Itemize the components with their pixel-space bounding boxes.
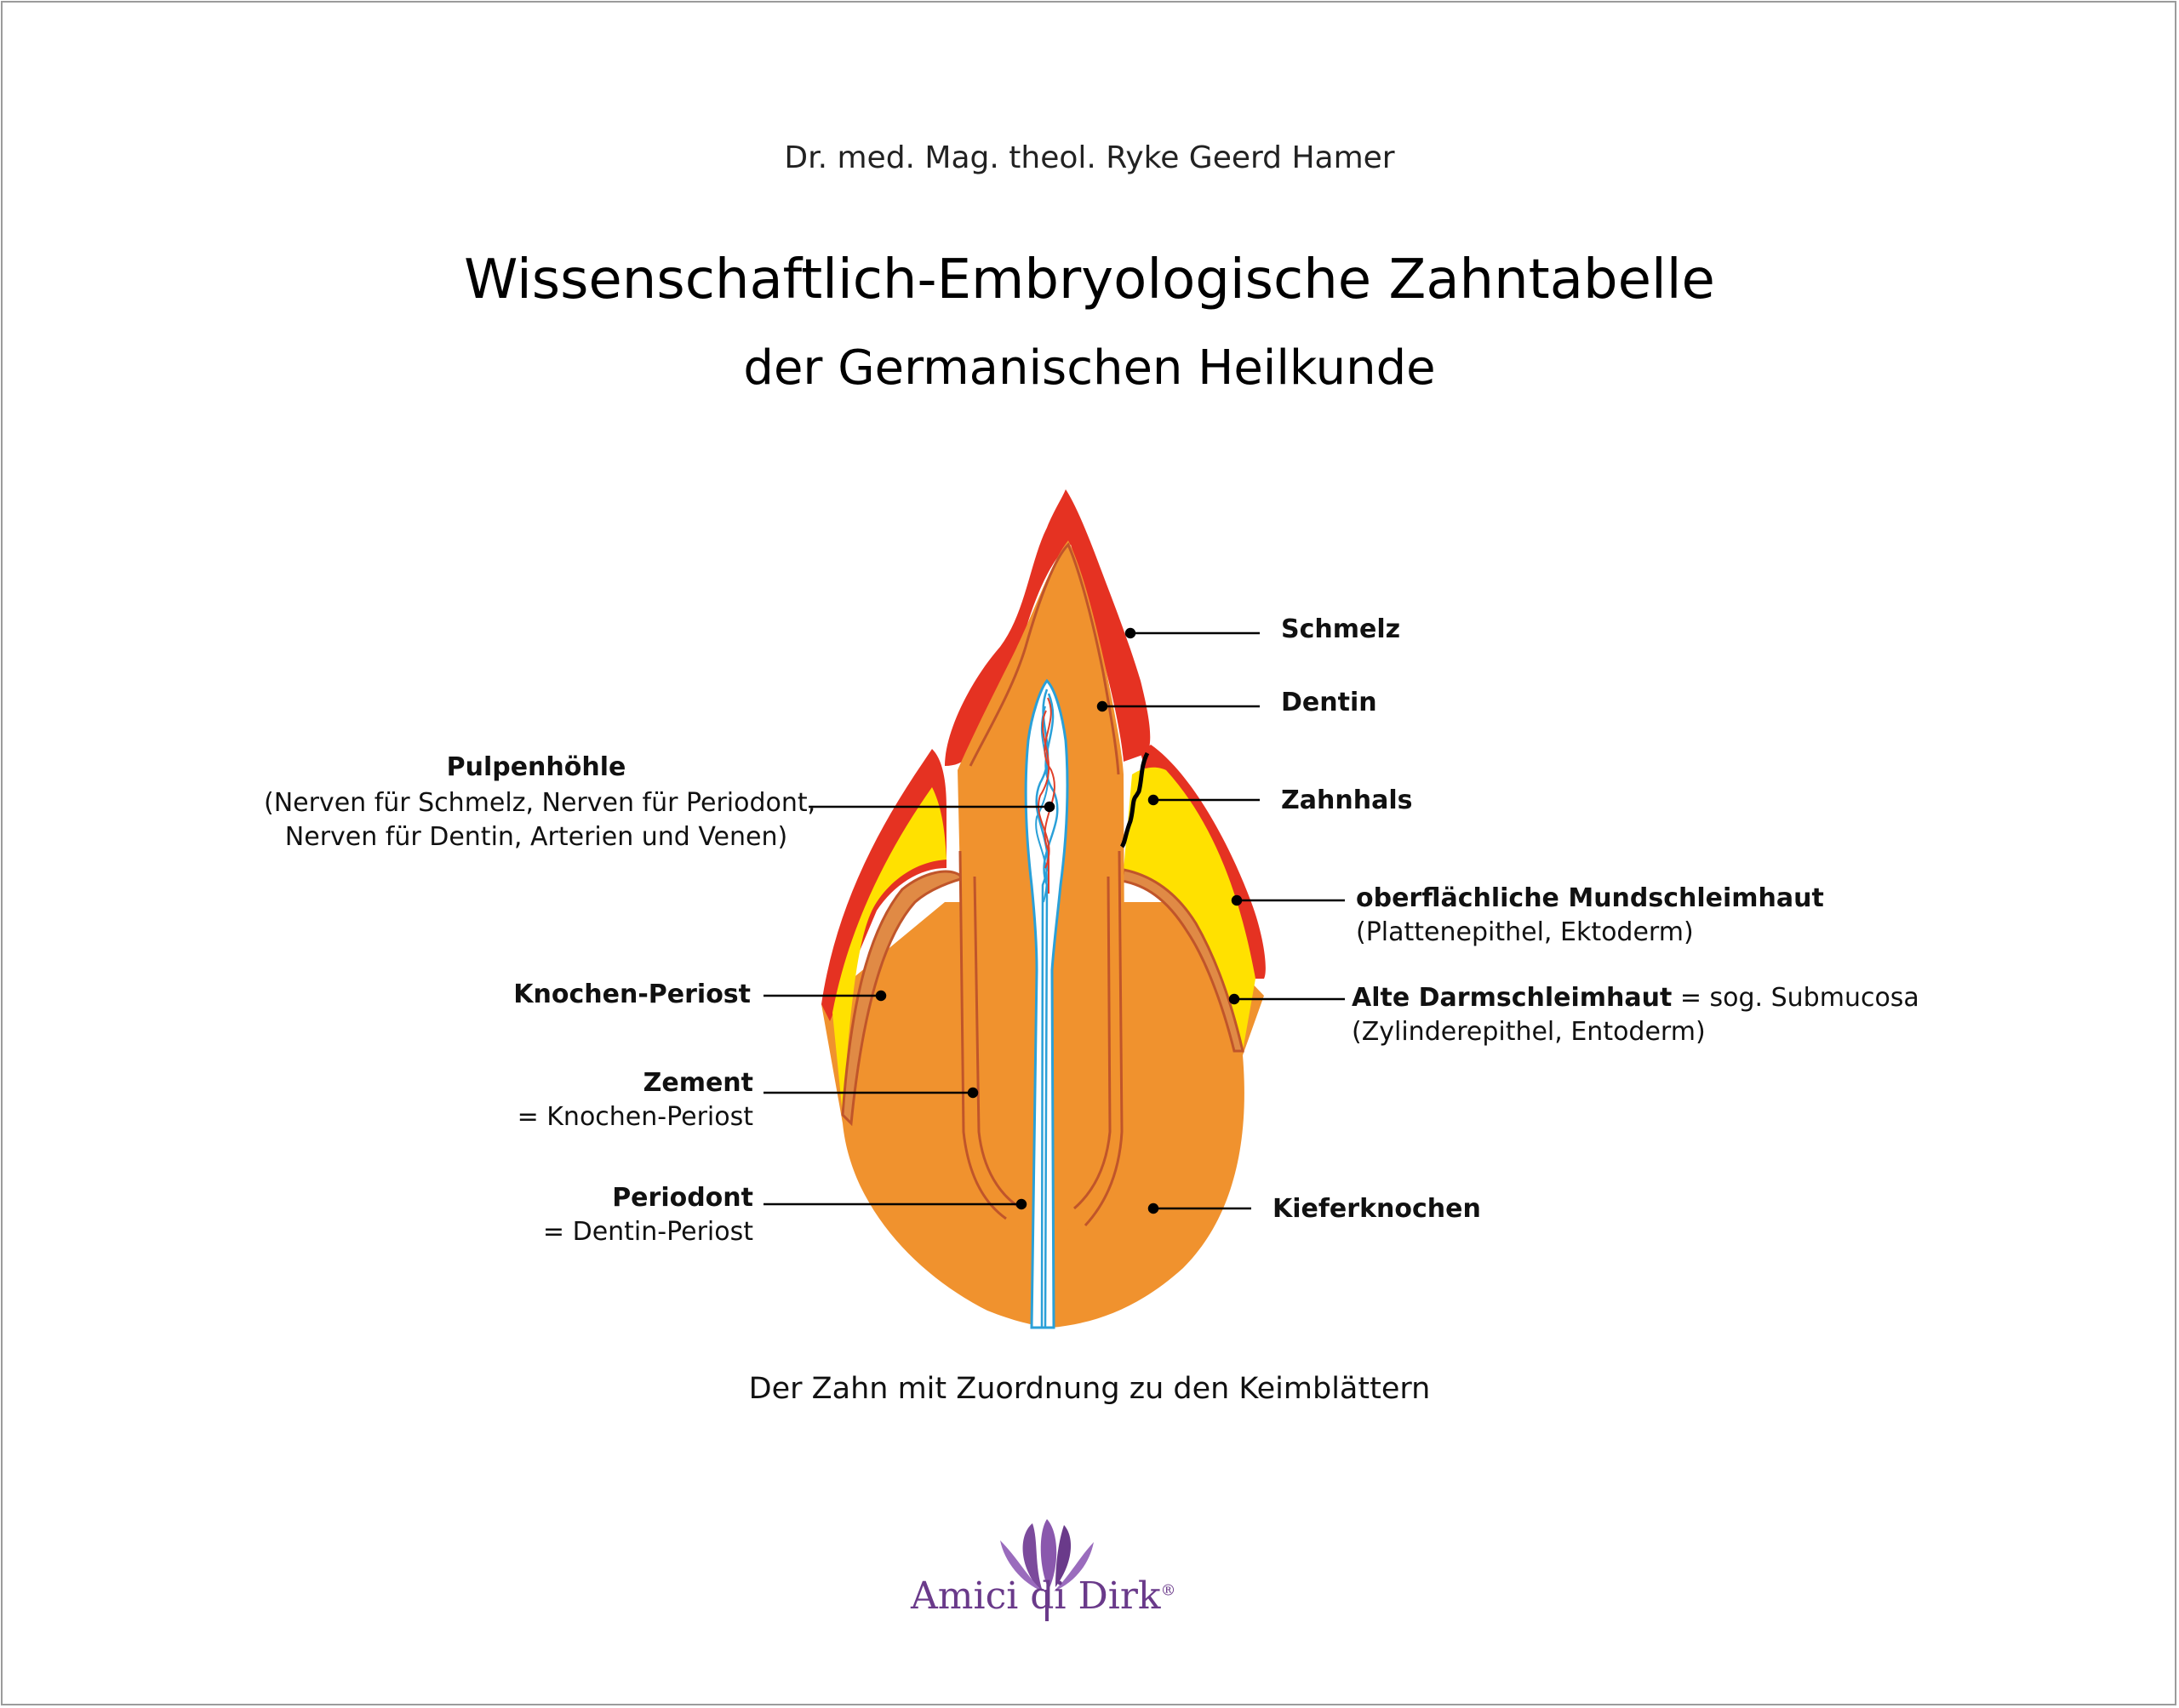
label-mundschleimhaut-sub: (Plattenepithel, Ektoderm) (1356, 917, 1694, 947)
label-periodont-sub: = Dentin-Periost (542, 1217, 753, 1247)
label-dentin: Dentin (1281, 688, 1377, 717)
label-schmelz: Schmelz (1281, 614, 1401, 644)
dot-schmelz (1126, 629, 1135, 637)
label-pulpenhoehle: Pulpenhöhle (446, 752, 626, 782)
label-darmschleimhaut-line (1352, 980, 1919, 1016)
dot-mundschleimhaut (1232, 896, 1241, 905)
brand-logo (911, 1574, 1176, 1618)
label-darmschleimhaut-sub: (Zylinderepithel, Entoderm) (1352, 1017, 1706, 1047)
brand-logo-text: Amici di Dirk (911, 1574, 1161, 1618)
label-pulpenhoehle-sub2: Nerven für Dentin, Arterien und Venen) (284, 822, 788, 852)
label-knochen-periost: Knochen-Periost (513, 980, 751, 1009)
label-zement: Zement (643, 1068, 753, 1098)
label-periodont: Periodont (612, 1183, 753, 1213)
author-line: Dr. med. Mag. theol. Ryke Geerd Hamer (784, 140, 1395, 175)
dot-zahnhals (1149, 796, 1158, 804)
label-darmschleimhaut: Alte Darmschleimhaut (1352, 983, 1673, 1013)
dot-zement (969, 1088, 977, 1097)
label-kieferknochen: Kieferknochen (1273, 1194, 1481, 1224)
label-pulpenhoehle-sub1: (Nerven für Schmelz, Nerven für Periodont, (264, 788, 816, 818)
page-subtitle: der Germanischen Heilkunde (743, 340, 1436, 396)
dot-darmschleimhaut (1230, 995, 1238, 1003)
dot-knochen-periost (877, 991, 885, 1000)
label-zement-sub: = Knochen-Periost (517, 1102, 753, 1132)
dot-kieferknochen (1149, 1204, 1158, 1213)
figure-caption: Der Zahn mit Zuordnung zu den Keimblättern (748, 1372, 1431, 1406)
dot-pulpenhoehle (1045, 803, 1054, 811)
label-mundschleimhaut: oberflächliche Mundschleimhaut (1356, 883, 1824, 913)
dot-periodont (1017, 1200, 1026, 1208)
label-darmschleimhaut-suffix: = sog. Submucosa (1672, 983, 1919, 1013)
registered-mark: ® (1160, 1581, 1176, 1600)
dot-dentin (1098, 702, 1107, 711)
page-title: Wissenschaftlich-Embryologische Zahntabelle (464, 248, 1715, 311)
label-zahnhals: Zahnhals (1281, 785, 1413, 815)
